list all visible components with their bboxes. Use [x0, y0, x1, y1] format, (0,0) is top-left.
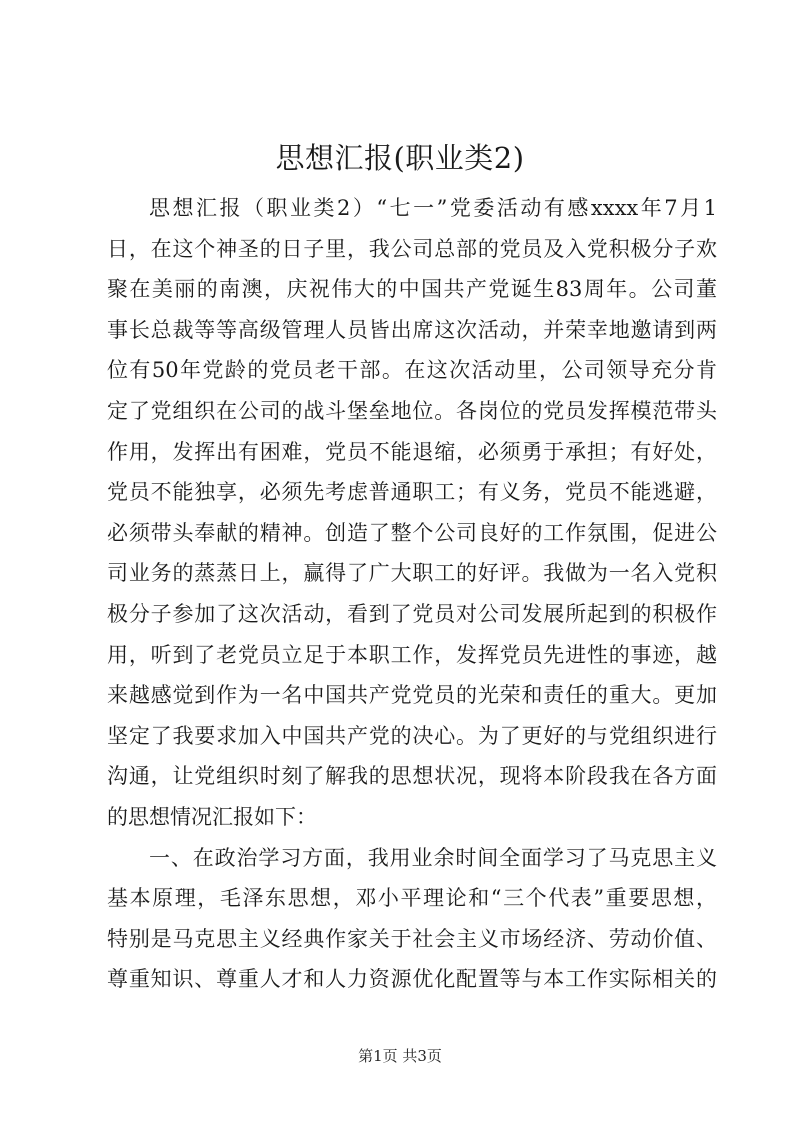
paragraph-line: 位有50年党龄的党员老干部。在这次活动里，公司领导充分肯 [107, 358, 717, 383]
paragraph-line: 用，听到了老党员立足于本职工作，发挥党员先进性的事迹，越 [107, 642, 717, 667]
paragraph-line: 极分子参加了这次活动，看到了党员对公司发展所起到的积极作 [107, 601, 717, 626]
paragraph-line: 沟通，让党组织时刻了解我的思想状况，现将本阶段我在各方面 [107, 764, 717, 789]
paragraph-line: 司业务的蒸蒸日上，赢得了广大职工的好评。我做为一名入党积 [107, 561, 717, 586]
paragraph-line: 来越感觉到作为一名中国共产党党员的光荣和责任的重大。更加 [107, 683, 717, 708]
paragraph-line: 的思想情况汇报如下： [107, 804, 317, 829]
paragraph-line: 定了党组织在公司的战斗堡垒地位。各岗位的党员发挥模范带头 [107, 398, 717, 423]
paragraph-line: 作用，发挥出有困难，党员不能退缩，必须勇于承担；有好处， [107, 439, 717, 464]
paragraph-line: 尊重知识、尊重人才和人力资源优化配置等与本工作实际相关的 [107, 967, 717, 992]
paragraph-line: 特别是马克思主义经典作家关于社会主义市场经济、劳动价值、 [107, 926, 717, 951]
paragraph-line: 聚在美丽的南澳，庆祝伟大的中国共产党诞生83周年。公司董 [107, 277, 717, 302]
paragraph-line: 事长总裁等等高级管理人员皆出席这次活动，并荣幸地邀请到两 [107, 317, 717, 342]
paragraph-line: 基本原理，毛泽东思想，邓小平理论和“三个代表”重要思想， [107, 886, 717, 911]
paragraph-line: 必须带头奉献的精神。创造了整个公司良好的工作氛围，促进公 [107, 520, 717, 545]
paragraph-line: 一、在政治学习方面，我用业余时间全面学习了马克思主义 [149, 845, 717, 870]
paragraph-line: 日，在这个神圣的日子里，我公司总部的党员及入党积极分子欢 [107, 236, 717, 261]
paragraph-line: 思想汇报（职业类2）“七一”党委活动有感xxxx年7月1 [149, 196, 717, 220]
paragraph-line: 坚定了我要求加入中国共产党的决心。为了更好的与党组织进行 [107, 723, 717, 748]
paragraph-line: 党员不能独享，必须先考虑普通职工；有义务，党员不能逃避， [107, 480, 717, 505]
document-body [107, 188, 717, 1000]
page-number-footer: 第1页 共3页 [358, 1047, 442, 1065]
document-title: 思想汇报(职业类2) [275, 141, 525, 175]
